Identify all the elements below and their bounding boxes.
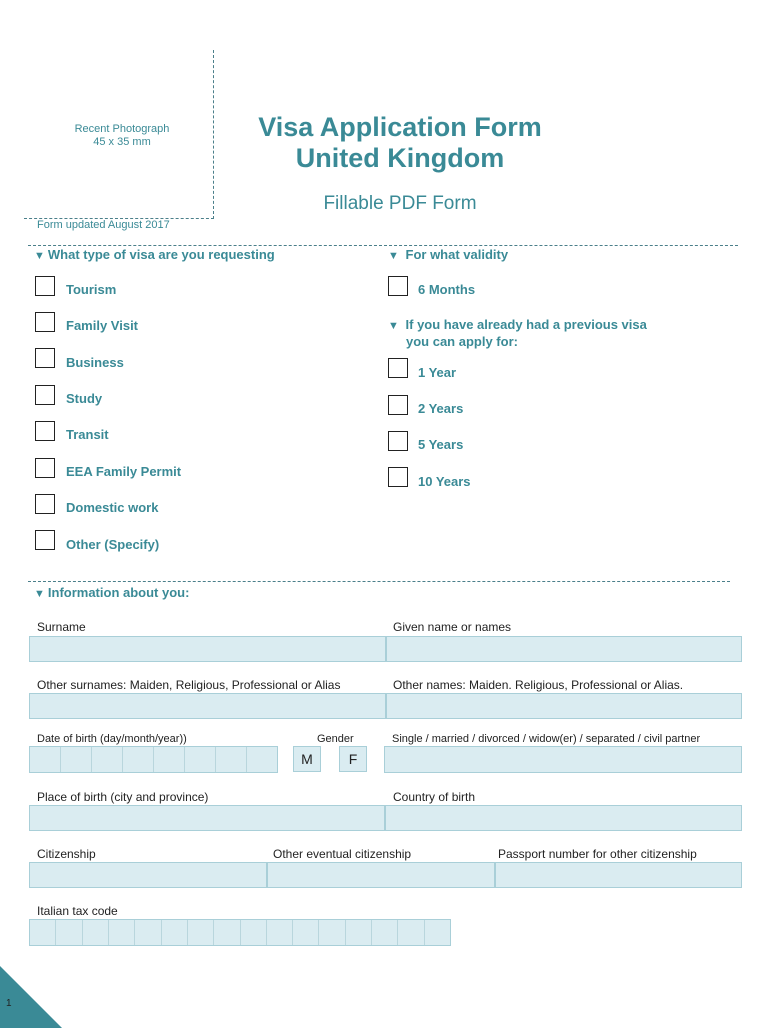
previous-visa-heading-line2: you can apply for: [406, 334, 518, 349]
marital-status-input[interactable] [384, 746, 742, 773]
title-line1: Visa Application Form [258, 112, 542, 142]
label-transit: Transit [66, 427, 109, 442]
photo-caption-line1: Recent Photograph [74, 123, 170, 135]
page-title [230, 112, 570, 174]
label-other-names: Other names: Maiden. Religious, Professional or Alias. [393, 678, 684, 692]
form-updated-date: Form updated August 2017 [37, 219, 170, 231]
triangle-down-icon: ▼ [388, 320, 399, 332]
label-given-names: Given name or names [393, 620, 512, 634]
label-1-year: 1 Year [418, 365, 457, 380]
label-tax-code: Italian tax code [37, 904, 118, 918]
checkbox-2-years[interactable] [388, 395, 408, 415]
tax-code-cell[interactable] [398, 920, 424, 945]
tax-code-cell[interactable] [214, 920, 240, 945]
visa-type-heading-text: What type of visa are you requesting [47, 247, 275, 262]
passport-other-input[interactable] [495, 862, 742, 888]
checkbox-6-months[interactable] [388, 276, 408, 296]
info-heading [34, 585, 189, 600]
tax-code-cell[interactable] [162, 920, 188, 945]
triangle-down-icon: ▼ [34, 588, 45, 600]
label-surname: Surname [37, 620, 86, 634]
label-citizenship: Citizenship [37, 847, 96, 861]
given-names-input[interactable] [386, 636, 742, 662]
checkbox-5-years[interactable] [388, 431, 408, 451]
label-other-citizenship: Other eventual citizenship [273, 847, 412, 861]
dob-cell[interactable] [30, 747, 61, 772]
label-marital-status: Single / married / divorced / widow(er) / separated / civil partner [392, 733, 701, 745]
page-number: 1 [6, 998, 12, 1009]
label-business: Business [66, 355, 124, 370]
label-place-of-birth: Place of birth (city and province) [37, 790, 209, 804]
label-other-surnames: Other surnames: Maiden, Religious, Professional or Alias [37, 678, 341, 692]
page-subtitle: Fillable PDF Form [323, 193, 477, 214]
other-citizenship-input[interactable] [267, 862, 495, 888]
section-divider [28, 581, 730, 582]
checkbox-other-specify[interactable] [35, 530, 55, 550]
previous-visa-heading [388, 317, 647, 350]
tax-code-cell[interactable] [135, 920, 161, 945]
triangle-down-icon: ▼ [388, 250, 399, 262]
label-family-visit: Family Visit [66, 318, 139, 333]
dob-cell[interactable] [123, 747, 154, 772]
tax-code-cell[interactable] [372, 920, 398, 945]
validity-heading [388, 247, 508, 262]
previous-visa-heading-line1: If you have already had a previous visa [405, 317, 647, 332]
country-of-birth-input[interactable] [385, 805, 742, 831]
other-surnames-input[interactable] [29, 693, 386, 719]
checkbox-business[interactable] [35, 348, 55, 368]
title-line2: United Kingdom [295, 143, 505, 173]
triangle-down-icon: ▼ [34, 250, 45, 262]
checkbox-family-visit[interactable] [35, 312, 55, 332]
surname-input[interactable] [29, 636, 386, 662]
tax-code-cell[interactable] [241, 920, 267, 945]
tax-code-cell[interactable] [56, 920, 82, 945]
place-of-birth-input[interactable] [29, 805, 385, 831]
gender-f-box[interactable]: F [339, 746, 367, 772]
checkbox-1-year[interactable] [388, 358, 408, 378]
dob-cell[interactable] [247, 747, 277, 772]
tax-code-cell[interactable] [346, 920, 372, 945]
dob-cell[interactable] [154, 747, 185, 772]
label-eea-family-permit: EEA Family Permit [66, 464, 182, 479]
dob-cell[interactable] [92, 747, 123, 772]
date-of-birth-input[interactable] [29, 746, 278, 773]
label-10-years: 10 Years [418, 474, 471, 489]
visa-type-heading [34, 247, 275, 262]
tax-code-cell[interactable] [319, 920, 345, 945]
label-6-months: 6 Months [418, 282, 476, 297]
checkbox-transit[interactable] [35, 421, 55, 441]
tax-code-cell[interactable] [267, 920, 293, 945]
tax-code-cell[interactable] [30, 920, 56, 945]
dob-cell[interactable] [216, 747, 247, 772]
tax-code-cell[interactable] [188, 920, 214, 945]
label-gender: Gender [317, 733, 354, 745]
validity-heading-text: For what validity [405, 247, 509, 262]
checkbox-10-years[interactable] [388, 467, 408, 487]
checkbox-eea-family-permit[interactable] [35, 458, 55, 478]
label-tourism: Tourism [66, 282, 117, 297]
page-corner [0, 966, 62, 1028]
gender-m-box[interactable]: M [293, 746, 321, 772]
photo-caption-line2: 45 x 35 mm [93, 136, 151, 148]
section-divider [28, 245, 738, 246]
info-heading-text: Information about you: [47, 585, 190, 600]
label-2-years: 2 Years [418, 401, 464, 416]
tax-code-cell[interactable] [109, 920, 135, 945]
other-names-input[interactable] [386, 693, 742, 719]
tax-code-cell[interactable] [83, 920, 109, 945]
label-study: Study [66, 391, 103, 406]
tax-code-input[interactable] [29, 919, 451, 946]
checkbox-study[interactable] [35, 385, 55, 405]
label-date-of-birth: Date of birth (day/month/year)) [37, 733, 187, 745]
checkbox-tourism[interactable] [35, 276, 55, 296]
tax-code-cell[interactable] [425, 920, 450, 945]
label-other-specify: Other (Specify) [66, 537, 160, 552]
citizenship-input[interactable] [29, 862, 267, 888]
checkbox-domestic-work[interactable] [35, 494, 55, 514]
label-passport-other: Passport number for other citizenship [498, 847, 697, 861]
photo-caption [24, 123, 220, 149]
label-domestic-work: Domestic work [66, 500, 159, 515]
tax-code-cell[interactable] [293, 920, 319, 945]
label-country-of-birth: Country of birth [393, 790, 476, 804]
label-5-years: 5 Years [418, 437, 464, 452]
dob-cell[interactable] [185, 747, 216, 772]
dob-cell[interactable] [61, 747, 92, 772]
